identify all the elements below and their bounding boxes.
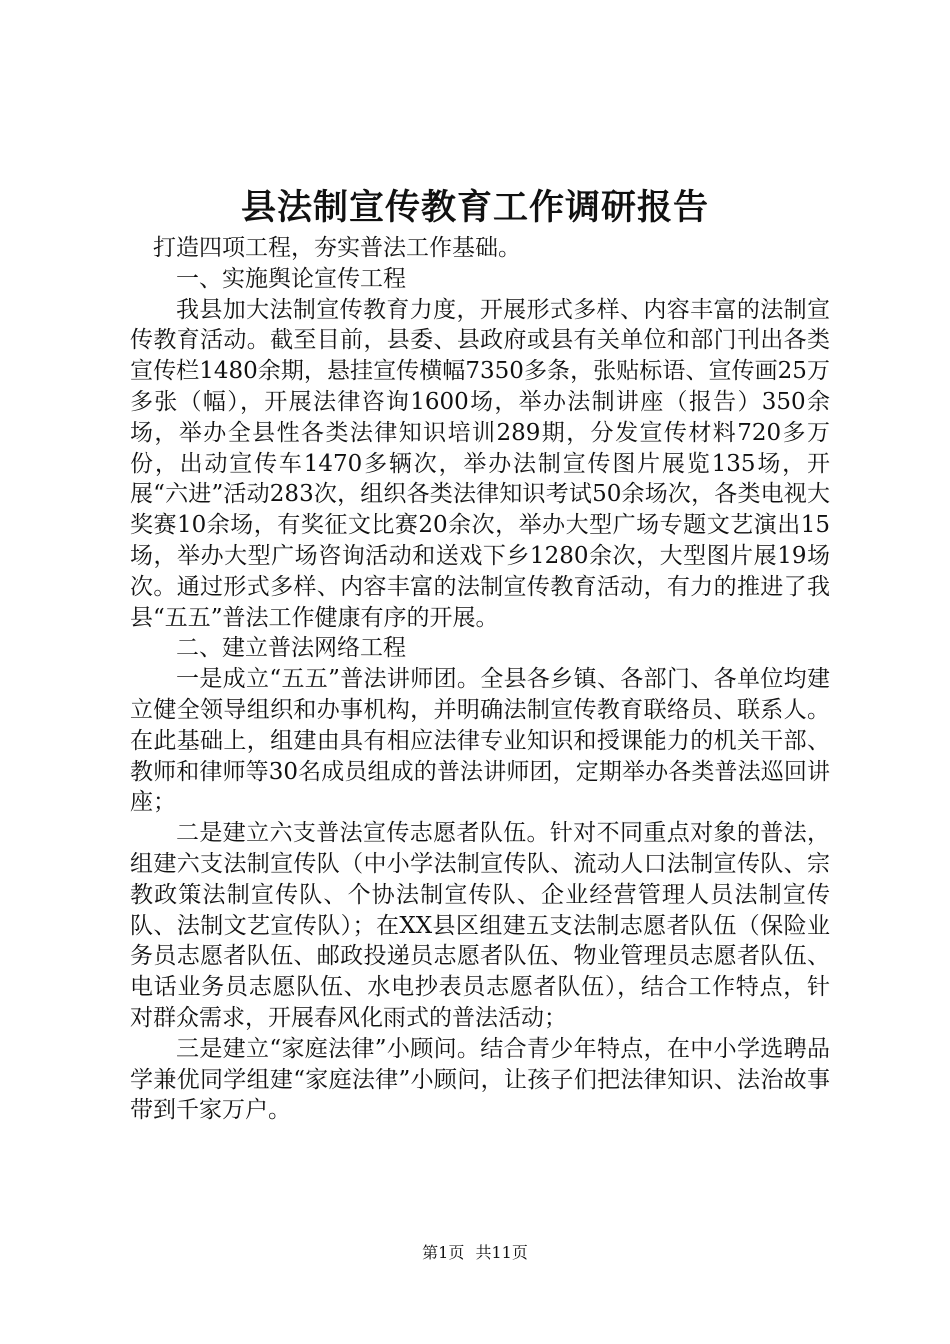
body-paragraph: 三是建立“家庭法律”小顾问。结合青少年特点，在中小学选聘品学兼优同学组建“家庭法律”小顾问，让孩子们把法律知识、法治故事带到千家万户。 [130, 1035, 830, 1124]
section-heading-2: 二、建立普法网络工程 [176, 635, 406, 662]
document-title: 县法制宣传教育工作调研报告 [240, 187, 709, 228]
body-paragraph: 一是成立“五五”普法讲师团。全县各乡镇、各部门、各单位均建立健全领导组织和办事机构，并明确法制宣传教育联络员、联系人。在此基础上，组建由具有相应法律专业知识和授课能力的机关干部、教师和律师等30名成员组成的普法讲师团，定期举办各类普法巡回讲座； [130, 666, 830, 816]
intro-paragraph: 打造四项工程，夯实普法工作基础。 [153, 235, 521, 261]
page-footer [0, 1243, 950, 1263]
section-heading-1: 一、实施舆论宣传工程 [176, 265, 406, 292]
body-paragraph: 我县加大法制宣传教育力度，开展形式多样、内容丰富的法制宣传教育活动。截至目前，县委、县政府或县有关单位和部门刊出各类宣传栏1480余期，悬挂宣传横幅7350多条，张贴标语、宣传画25万多张（幅），开展法律咨询1600场，举办法制讲座（报告）350余场，举办全县性各类法律知识培训289期，分发宣传材料720多万份，出动宣传车1470多辆次，举办法制宣传图片展览135场，开展“六进”活动283次，组织各类法律知识考试50余场次，各类电视大奖赛10余场，有奖征文比赛20余次，举办大型广场专题文艺演出15场，举办大型广场咨询活动和送戏下乡1280余次，大型图片展19场次。通过形式多样、内容丰富的法制宣传教育活动，有力的推进了我县“五五”普法工作健康有序的开展。 [130, 296, 830, 631]
body-paragraph: 二是建立六支普法宣传志愿者队伍。针对不同重点对象的普法，组建六支法制宣传队（中小学法制宣传队、流动人口法制宣传队、宗教政策法制宣传队、个协法制宣传队、企业经营管理人员法制宣传队、法制文艺宣传队）；在XX县区组建五支法制志愿者队伍（保险业务员志愿者队伍、邮政投递员志愿者队伍、物业管理员志愿者队伍、电话业务员志愿队伍、水电抄表员志愿者队伍），结合工作特点，针对群众需求，开展春风化雨式的普法活动； [130, 820, 830, 1031]
page-number: 第1页 [422, 1243, 465, 1262]
document-body [130, 233, 830, 1126]
page-total: 共11页 [475, 1243, 528, 1262]
